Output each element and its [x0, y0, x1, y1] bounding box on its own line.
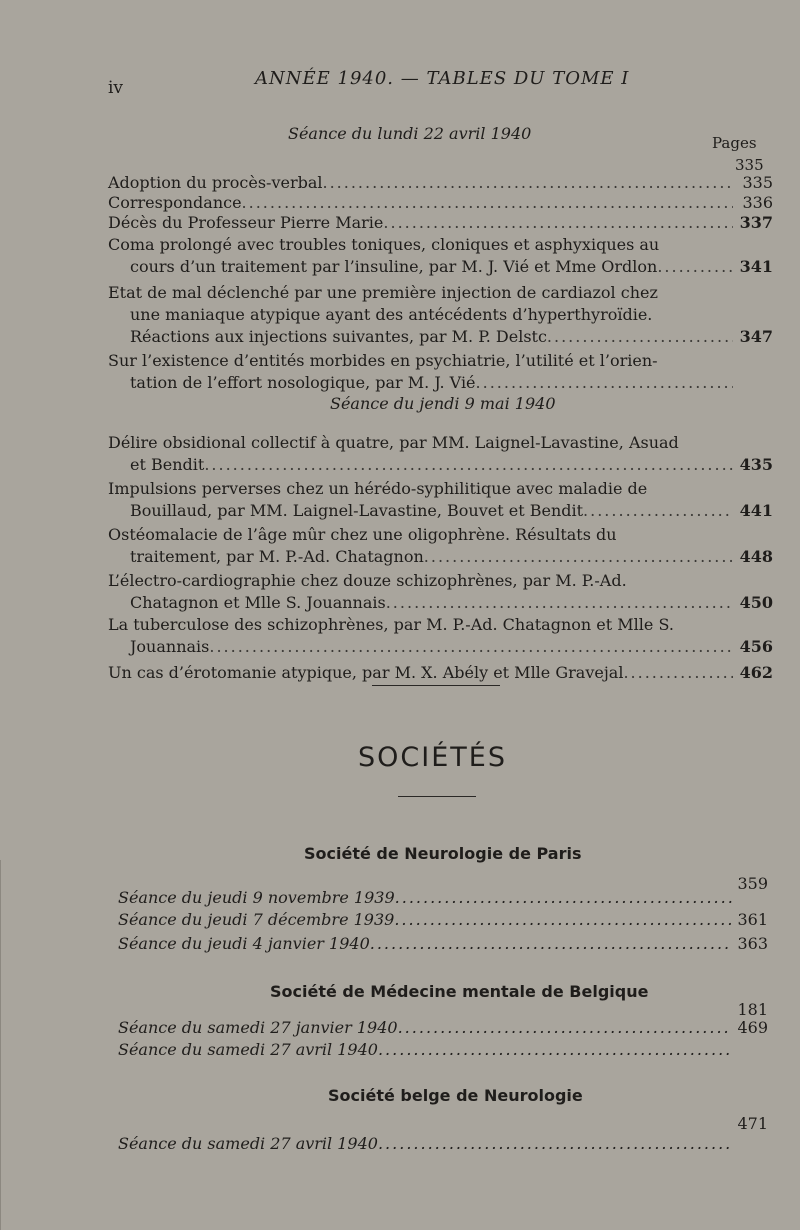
society-entry — [118, 910, 768, 929]
entry-text: Séance du samedi 27 janvier 1940 — [118, 1018, 398, 1037]
session-title: Séance du lundi 22 avril 1940 — [288, 124, 532, 143]
divider — [398, 796, 476, 797]
society-entry — [118, 934, 768, 953]
society-name: Société de Médecine mentale de Belgique — [270, 982, 649, 1001]
entry-text: traitement, par M. P.-Ad. Chatagnon — [130, 547, 424, 566]
entry-text: Séance du jeudi 4 janvier 1940 — [118, 934, 370, 953]
entry-page: 337 — [739, 213, 773, 232]
entry-text: La tuberculose des schizophrènes, par M. P.-Ad. Chatagnon et Mlle S. — [108, 615, 674, 634]
entry-text: Adoption du procès-verbal — [108, 173, 323, 192]
toc-entry — [108, 570, 773, 614]
entry-text: Chatagnon et Mlle S. Jouannais — [130, 593, 386, 612]
society-entry — [118, 1000, 768, 1019]
society-name: Société belge de Neurologie — [328, 1086, 583, 1105]
page-ref: 335 — [735, 156, 764, 174]
toc-entry — [108, 282, 773, 348]
society-entry — [118, 1040, 768, 1059]
entry-page: 336 — [742, 193, 773, 212]
entry-text: Correspondance — [108, 193, 242, 212]
entry-text: Sur l’existence d’entités morbides en psychiatrie, l’utilité et l’orien- — [108, 351, 658, 370]
entry-text: Etat de mal déclenché par une première injection de cardiazol chez — [108, 283, 658, 302]
toc-entry — [108, 432, 773, 476]
entry-page: 347 — [739, 327, 773, 346]
entry-page: 435 — [739, 455, 773, 474]
divider — [372, 685, 500, 686]
entry-page: 462 — [739, 663, 773, 682]
entry-text: et Bendit — [130, 455, 205, 474]
entry-text: Décès du Professeur Pierre Marie — [108, 213, 384, 232]
entry-text: Séance du jeudi 9 novembre 1939 — [118, 888, 395, 907]
running-title: ANNÉE 1940. — TABLES DU TOME I — [255, 68, 630, 89]
society-entry — [118, 1018, 768, 1037]
toc-entry — [108, 212, 773, 234]
entry-page: 450 — [739, 593, 773, 612]
entry-text: Bouillaud, par MM. Laignel-Lavastine, Bouvet et Bendit — [130, 501, 584, 520]
page-number: iv — [108, 78, 124, 98]
toc-entry — [108, 662, 773, 684]
entry-text: une maniaque atypique ayant des antécédents d’hyperthyroïdie. — [130, 305, 653, 324]
entry-text: Ostéomalacie de l’âge mûr chez une oligophrène. Résultats du — [108, 525, 617, 544]
entry-page: 361 — [737, 910, 768, 929]
entry-text: Réactions aux injections suivantes, par M. P. Delstc — [130, 327, 547, 346]
toc-entry — [108, 350, 773, 394]
entry-text: Coma prolongé avec troubles toniques, cloniques et asphyxiques au — [108, 235, 660, 254]
entry-text: Séance du samedi 27 avril 1940 — [118, 1040, 378, 1059]
toc-entry — [108, 524, 773, 568]
entry-page: 471 — [737, 1114, 768, 1133]
toc-entry — [108, 234, 773, 278]
society-entry — [118, 888, 768, 907]
toc-entry — [108, 192, 773, 214]
entry-text: Séance du jeudi 7 décembre 1939 — [118, 910, 395, 929]
entry-page: 359 — [737, 874, 768, 893]
toc-entry — [108, 172, 773, 194]
entry-page: 181 — [737, 1000, 768, 1019]
entry-text: Un cas d’érotomanie atypique, par M. X. Abély et Mlle Gravejal — [108, 663, 624, 682]
entry-text: Jouannais — [130, 637, 210, 656]
entry-text: L’électro-cardiographie chez douze schizophrènes, par M. P.-Ad. — [108, 571, 627, 590]
toc-entry — [108, 614, 773, 658]
entry-page: 469 — [737, 1018, 768, 1037]
entry-page: 456 — [739, 637, 773, 656]
entry-text: cours d’un traitement par l’insuline, par M. J. Vié et Mme Ordlon — [130, 257, 658, 276]
pages-label: Pages — [712, 134, 757, 152]
societes-heading: SOCIÉTÉS — [358, 742, 507, 773]
society-entry — [118, 1134, 768, 1153]
entry-page: 441 — [739, 501, 773, 520]
page-edge — [0, 860, 7, 1230]
toc-entry — [108, 478, 773, 522]
society-name: Société de Neurologie de Paris — [304, 844, 582, 863]
entry-page: 335 — [742, 173, 773, 192]
entry-text: Séance du samedi 27 avril 1940 — [118, 1134, 378, 1153]
entry-page: 363 — [737, 934, 768, 953]
entry-text: tation de l’effort nosologique, par M. J. Vié — [130, 373, 476, 392]
entry-text: Délire obsidional collectif à quatre, par MM. Laignel-Lavastine, Asuad — [108, 433, 679, 452]
session-title: Séance du jendi 9 mai 1940 — [330, 394, 556, 413]
entry-text: Impulsions perverses chez un hérédo-syphilitique avec maladie de — [108, 479, 648, 498]
society-entry — [118, 1114, 768, 1133]
entry-page: 448 — [739, 547, 773, 566]
entry-page: 341 — [739, 257, 773, 276]
